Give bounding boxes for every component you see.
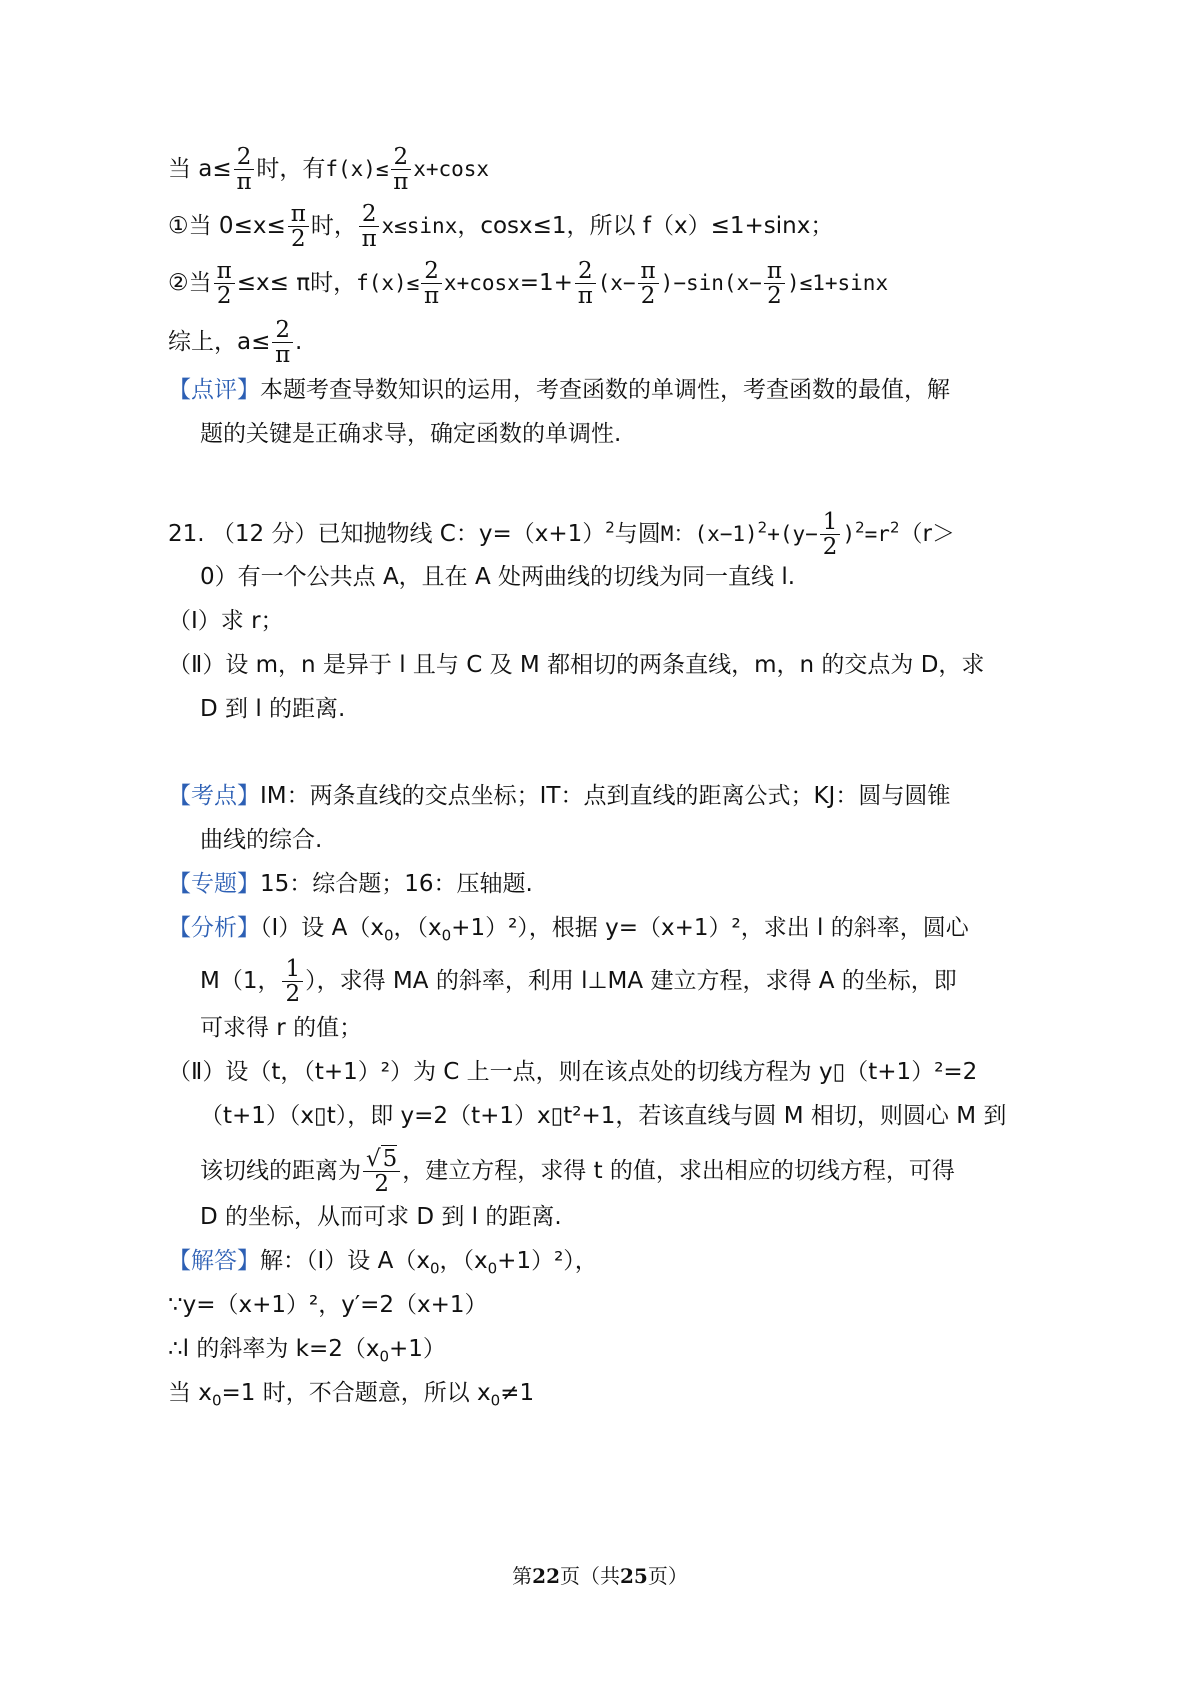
text: （Ⅱ）设（t，（t+1）²）为 C 上一点，则在该点处的切线方程为 y <box>168 1059 833 1085</box>
analysis-line-2 <box>168 957 1200 1006</box>
text: 0）有一个公共点 A，且在 A 处两曲线的切线为同一直线 l. <box>200 564 796 590</box>
text: 时， <box>310 213 357 239</box>
subscript: 0 <box>211 1391 222 1410</box>
fraction-2-over-pi <box>234 145 255 194</box>
solution-step-2 <box>168 1334 1200 1364</box>
text: D 到 l 的距离. <box>200 696 346 722</box>
radicand: 5 <box>382 1146 398 1172</box>
solution-section <box>168 1246 1200 1276</box>
text: IM：两条直线的交点坐标；IT：点到直线的距离公式；KJ：圆与圆锥 <box>260 783 951 809</box>
subscript: 0 <box>441 926 452 945</box>
analysis-part-2-line-4 <box>168 1202 1200 1232</box>
question-part-2 <box>168 650 1200 680</box>
fraction-2-over-pi <box>575 259 596 308</box>
text: +1）²），根据 y=（x+1）²，求出 l 的斜率，圆心 <box>451 915 969 941</box>
knowledge-points <box>168 781 1200 811</box>
text: 该切线的距离为 <box>200 1158 361 1184</box>
text: ，（x <box>393 915 442 941</box>
math-text: x+cosx <box>413 157 490 181</box>
footer-text: 第 <box>512 1564 533 1588</box>
fraction-pi-over-2 <box>214 259 235 308</box>
text: ∵y=（x+1）²，y′=2（x+1） <box>168 1292 488 1318</box>
fraction-2-over-pi <box>359 202 380 251</box>
denominator: π <box>275 342 291 368</box>
superscript: 2 <box>855 518 865 537</box>
text: （Ⅰ）求 r； <box>168 608 284 634</box>
superscript: 2 <box>889 518 900 537</box>
superscript: 2 <box>757 518 768 537</box>
analysis-line-3 <box>168 1013 1200 1043</box>
fraction-1-over-2 <box>820 510 841 559</box>
text: 可求得 r 的值； <box>200 1015 363 1041</box>
line-4 <box>168 318 1200 367</box>
analysis-part-2-line-2 <box>168 1101 1200 1131</box>
comment-text: 本题考查导数知识的运用，考查函数的单调性，考查函数的最值，解 <box>260 377 950 403</box>
fraction-1-over-2 <box>282 957 303 1006</box>
denominator: 2 <box>290 226 306 252</box>
math-text: )−sin(x− <box>660 271 762 295</box>
unknown-glyph: ▯ <box>550 1103 564 1129</box>
text: （r＞ <box>899 521 955 547</box>
subscript: 0 <box>490 1391 501 1410</box>
text: 解：（Ⅰ）设 A（x <box>260 1248 430 1274</box>
denominator: 2 <box>640 283 656 309</box>
denominator: 2 <box>767 283 782 309</box>
denominator: π <box>236 169 252 195</box>
math-text: (x− <box>597 271 636 295</box>
fraction-pi-over-2 <box>638 259 659 308</box>
text: t），即 y=2（t+1）x <box>326 1103 551 1129</box>
comment-section <box>168 375 1200 405</box>
text: 与圆 <box>614 521 661 547</box>
solution-tag: 【解答】 <box>168 1248 260 1274</box>
subscript: 0 <box>487 1259 498 1278</box>
numerator: 1 <box>282 957 303 982</box>
question-part-2-line-2 <box>168 694 1200 724</box>
text: 曲线的综合. <box>200 827 323 853</box>
page-footer <box>0 1560 1200 1589</box>
comment-text: 题的关键是正确求导，确定函数的单调性. <box>200 421 622 447</box>
math-text: =r <box>864 522 890 546</box>
math-text: ) <box>842 522 856 546</box>
footer-text: 页） <box>647 1564 688 1588</box>
footer-text: 页（共 <box>560 1564 620 1588</box>
text: 当 a≤ <box>168 156 232 182</box>
analysis-section <box>168 913 1200 943</box>
denominator: π <box>393 169 409 195</box>
question-21-line-2 <box>168 562 1200 592</box>
numerator: 2 <box>391 145 412 170</box>
question-21 <box>168 510 1200 559</box>
text: ≤x≤ π时， <box>236 270 357 296</box>
denominator: 2 <box>822 534 838 560</box>
text: ≠1 <box>500 1380 535 1406</box>
knowledge-points-line-2 <box>168 825 1200 855</box>
numerator: 2 <box>359 202 380 227</box>
text: 当 x <box>168 1380 212 1406</box>
text: +1） <box>389 1336 446 1362</box>
analysis-part-2-line-3 <box>168 1147 1200 1196</box>
fraction-sqrt5-over-2 <box>363 1147 400 1196</box>
solution-step-1 <box>168 1290 1200 1320</box>
comment-tag: 【点评】 <box>168 377 260 403</box>
text: ，cosx≤1，所以 f（x）≤1+sinx； <box>457 213 834 239</box>
denominator: π <box>577 283 593 309</box>
text: . <box>295 329 303 355</box>
numerator: π <box>214 259 235 284</box>
fraction-2-over-pi <box>272 318 293 367</box>
subscript: 0 <box>429 1259 440 1278</box>
text: +1）²）， <box>497 1248 598 1274</box>
solution-step-3 <box>168 1378 1200 1408</box>
total-pages: 25 <box>620 1564 648 1588</box>
numerator: π <box>764 259 785 284</box>
numerator: 2 <box>272 318 293 343</box>
numerator: 1 <box>820 510 841 535</box>
unknown-glyph: ▯ <box>314 1103 327 1129</box>
topic-section <box>168 869 1200 899</box>
numerator: π <box>638 259 659 284</box>
text: （t+1）²=2 <box>845 1059 978 1085</box>
numerator: π <box>288 202 309 227</box>
text: ①当 0≤x≤ <box>168 213 286 239</box>
text: ②当 <box>168 270 212 296</box>
subscript: 0 <box>379 1347 390 1366</box>
numerator: 2 <box>421 259 442 284</box>
math-text: +(y− <box>767 522 818 546</box>
line-3 <box>168 259 1200 308</box>
text: =1+ <box>519 270 573 296</box>
superscript: 2 <box>605 518 615 537</box>
fraction-pi-over-2 <box>764 259 785 308</box>
sqrt-symbol: √ <box>366 1146 381 1172</box>
subscript: 0 <box>383 926 394 945</box>
numerator: 2 <box>234 145 255 170</box>
text: （t+1）（x <box>200 1103 315 1129</box>
math-text: M： <box>660 522 695 546</box>
denominator: π <box>424 283 440 309</box>
analysis-part-2 <box>168 1057 1200 1087</box>
knowledge-tag: 【考点】 <box>168 783 260 809</box>
fraction-2-over-pi <box>421 259 442 308</box>
comment-section-line-2 <box>168 419 1200 449</box>
text: 时，有 <box>256 156 326 182</box>
math-text: x+cosx <box>443 271 520 295</box>
math-text: x≤sinx <box>381 214 458 238</box>
denominator: 2 <box>285 981 301 1007</box>
line-2 <box>168 202 1200 251</box>
fraction-pi-over-2 <box>288 202 309 251</box>
denominator: 2 <box>216 283 232 309</box>
text: 15：综合题；16：压轴题. <box>260 871 533 897</box>
text: M（1， <box>200 968 281 994</box>
denominator: 2 <box>374 1171 389 1197</box>
text: ，（x <box>439 1248 488 1274</box>
text: 21. （12 分）已知抛物线 C：y=（x+1） <box>168 521 606 547</box>
topic-tag: 【专题】 <box>168 871 260 897</box>
fraction-2-over-pi <box>391 145 412 194</box>
math-text: f(x)≤ <box>325 157 389 181</box>
line-1 <box>168 145 1200 194</box>
question-part-1 <box>168 606 1200 636</box>
math-text: (x−1) <box>694 522 758 546</box>
page-number: 22 <box>532 1564 560 1588</box>
text: （Ⅰ）设 A（x <box>260 915 384 941</box>
text: 综上，a≤ <box>168 329 271 355</box>
math-text: f(x)≤ <box>356 271 420 295</box>
math-text: )≤1+sinx <box>786 271 889 295</box>
text: ∴l 的斜率为 k=2（x <box>168 1336 380 1362</box>
text: t²+1，若该直线与圆 M 相切，则圆心 M 到 <box>563 1103 1007 1129</box>
unknown-glyph: ▯ <box>832 1059 846 1085</box>
text: ，建立方程，求得 t 的值，求出相应的切线方程，可得 <box>402 1158 955 1184</box>
text: （Ⅱ）设 m，n 是异于 l 且与 C 及 M 都相切的两条直线，m，n 的交点为 D，求 <box>168 652 985 678</box>
text: D 的坐标，从而可求 D 到 l 的距离. <box>200 1204 562 1230</box>
text: =1 时，不合题意，所以 x <box>221 1380 491 1406</box>
analysis-tag: 【分析】 <box>168 915 260 941</box>
numerator: 2 <box>575 259 596 284</box>
text: ），求得 MA 的斜率，利用 l⊥MA 建立方程，求得 A 的坐标，即 <box>305 968 957 994</box>
denominator: π <box>361 226 377 252</box>
